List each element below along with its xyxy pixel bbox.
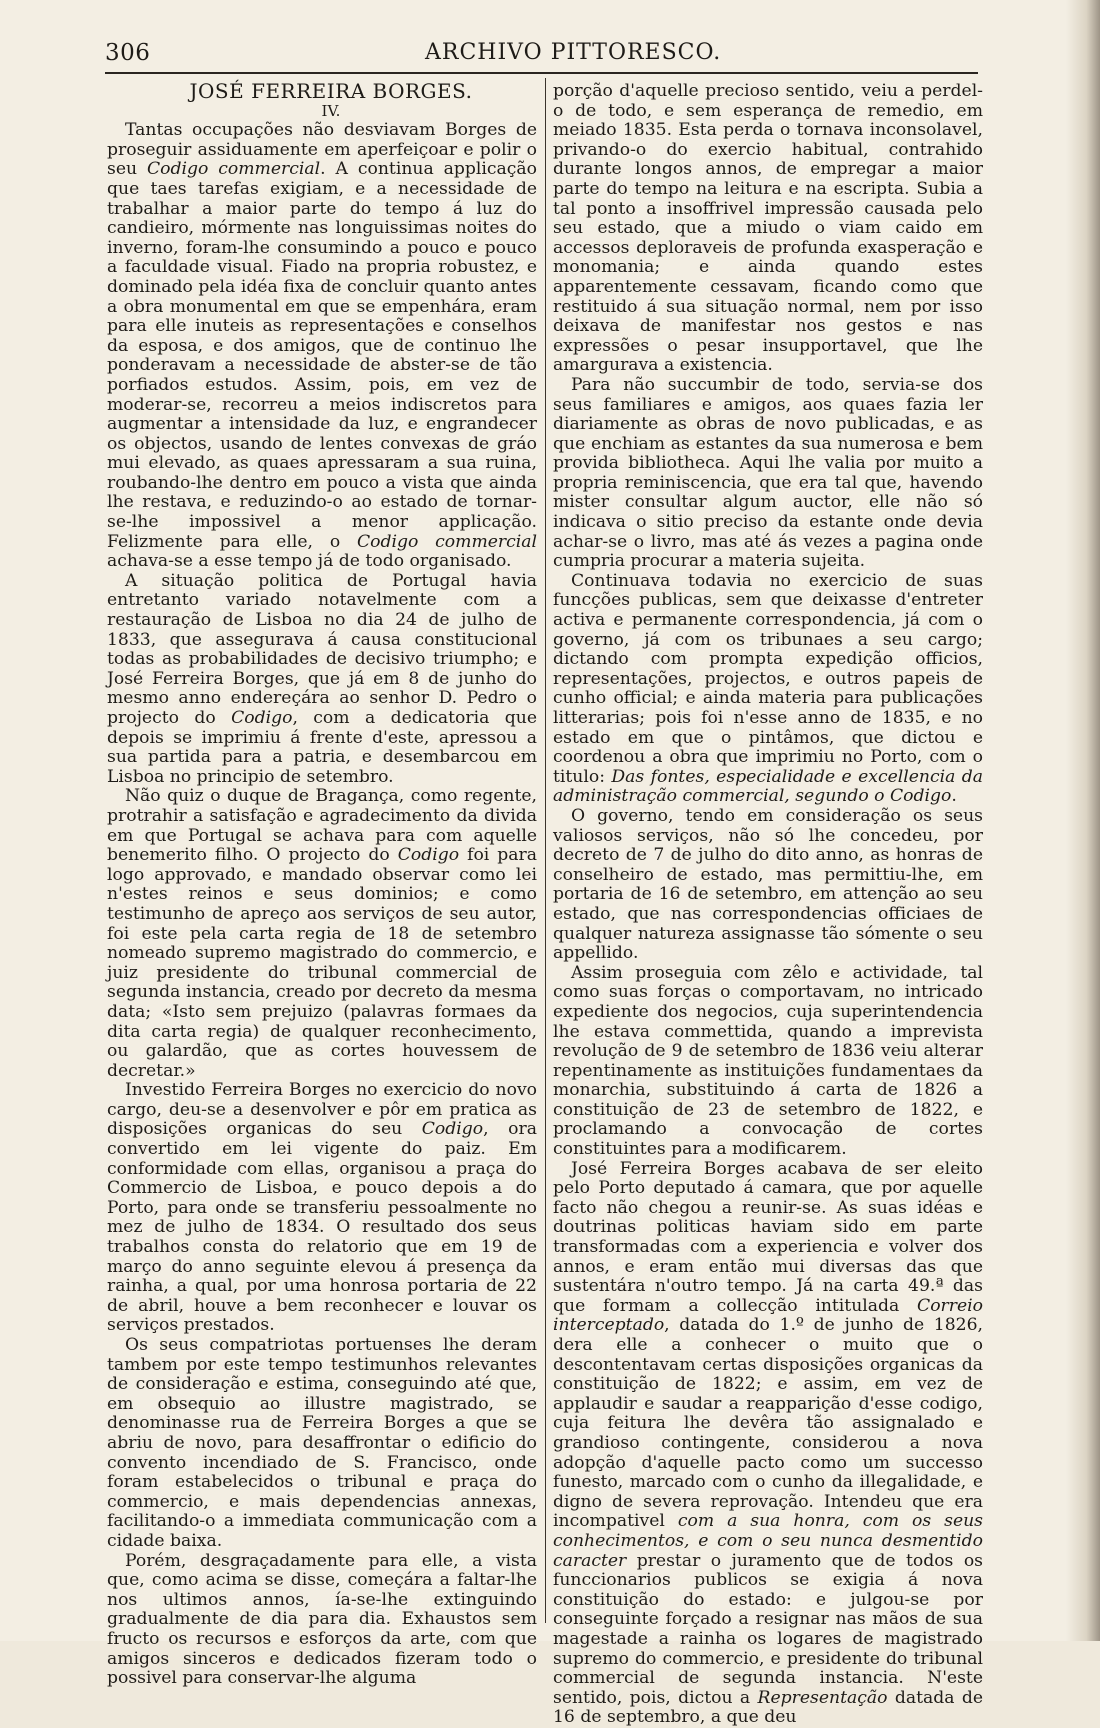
text-run: achava-se a esse tempo já de todo organisado. bbox=[107, 551, 512, 572]
italic-title: Codigo commercial bbox=[357, 531, 537, 552]
paragraph: Porém, desgraçadamente para elle, a vista que, como acima se disse, começára a faltar-lhe nos ultimos annos, ía-se-lhe extinguindo gradualmente de dia para dia. Exhaustos sem fructo os recursos e esforços da arte, com que amigos sinceros e dedicados fizeram todo o possivel para conservar-lhe alguma bbox=[107, 1550, 537, 1689]
italic-quote: com a sua honra, com os seus conhecimentos, e com o seu nunca desmentido caracter bbox=[553, 1511, 984, 1571]
text-run: , ora convertido em lei vigente do paiz. Em conformidade com ellas, organisou a praça do Commercio de Lisboa, e pouco depois a do Porto, para onde se transferiu pessoalmente no mez de julho de 1834. O resultado dos seus trabalhos consta do relatorio que em 19 de março do anno seguinte elevou á presença da rainha, a qual, por uma honrosa portaria de 22 de abril, houve a bem reconhecer e louvar os serviços prestados. bbox=[107, 1119, 537, 1336]
paragraph: Os seus compatriotas portuenses lhe deram tambem por este tempo testimunhos relevantes de consideração e estima, conseguindo até que, em obsequio ao illustre magistrado, se denominasse rua de Ferreira Borges a que se abriu de novo, para desaffrontar o edificio do convento incendiado de S. Francisco, onde foram estabelecidos o tribunal e praça do commercio, e mais dependencias annexas, facilitando-o a immediata communicação com a cidade baixa. bbox=[107, 1335, 537, 1551]
section-number: IV. bbox=[321, 101, 341, 120]
page-number: 306 bbox=[105, 40, 151, 66]
text-run: Tantas occupações não desviavam Borges de proseguir assiduamente em aperfeiçoar e polir o seu bbox=[107, 120, 537, 180]
paragraph bbox=[553, 572, 983, 807]
text-run: . A continua applicação que taes tarefas exigiam, e a necessidade de trabalhar a maior parte do tempo á luz do candieiro, mórmente nas longuissimas noites do inverno, foram-lhe consumindo a pouco e pouco a faculdade visual. Fiado na propria robustez, e dominado pela idéa fixa de concluir quanto antes a obra monumental em que se empenhára, eram para elle inuteis as representações e conselhos da esposa, e dos amigos, que de continuo lhe ponderavam a necessidade de abster-se de tão porfiados estudos. Assim, pois, em vez de moderar-se, recorreu a meios indiscretos para augmentar a intensidade da luz, e engrandecer os objectos, usando de lentes convexas de gráo mui elevado, as quaes apressaram a sua ruina, roubando-lhe dentro em pouco a vista que ainda lhe restava, e reduzindo-o ao estado de tornar-se-lhe impossivel a menor applicação. Felizmente para elle, o bbox=[107, 159, 537, 552]
text-run: Continuava todavia no exercicio de suas funcções publicas, sem que deixasse d'entreter activa e permanente correspondencia, já com o governo, já com os tribunaes a seu cargo; dictando com prompta expedição officios, representações, projectos, e outros papeis de cunho official; e ainda materia para publicações litterarias; pois foi n'esse anno de 1835, e no estado em que o pintâmos, que dictou e coordenou a obra que imprimiu no Porto, com o titulo: bbox=[553, 570, 983, 787]
text-run: foi para logo approvado, e mandado observar como lei n'estes reinos e seus dominios; e como testimunho de apreço aos serviços de seu autor, foi este pela carta regia de 18 de setembro nomeado supremo magistrado do commercio, e juiz presidente do tribunal commercial de segunda instancia, creado por decreto da mesma data; «Isto sem prejuizo (palavras formaes da dita carta regia) de qualquer reconhecimento, ou galardão, que as cortes houvessem de decretar.» bbox=[107, 845, 537, 1081]
right-column bbox=[553, 82, 983, 1728]
italic-title: Codigo bbox=[421, 1119, 484, 1140]
text-run: , datada do 1.º de junho de 1826, dera elle a conhecer o muito que o descontentavam certas disposições organicas da constituição de 1822; e assim, em vez de applaudir e saudar a reapparição d'esse codigo, cuja feitura lhe devêra tão assignalado e grandioso contingente, considerou a nova adopção d'aquelle pacto como um successo funesto, marcado com o cunho da illegalidade, e digno de severa reprovação. Intendeu que era incompativel bbox=[553, 1315, 983, 1532]
italic-title: Codigo commercial bbox=[147, 159, 321, 180]
italic-title: Codigo bbox=[231, 708, 293, 728]
text-run: Investido Ferreira Borges no exercicio do novo cargo, deu-se a desenvolver e pôr em pratica as disposições organicas do seu bbox=[107, 1080, 537, 1140]
text-run: José Ferreira Borges acabava de ser eleito pelo Porto deputado á camara, que por aquelle facto não chegou a reunir-se. As suas idéas e doutrinas politicas haviam sido em parte transformadas com a experiencia e volver dos annos, e eram então mui diversas das que sustentára n'outro tempo. Já na carta 49.ª das que formam a collecção intitulada bbox=[553, 1158, 983, 1316]
paragraph bbox=[107, 572, 537, 788]
book-spine-shadow bbox=[1066, 0, 1100, 1641]
paragraph bbox=[107, 787, 537, 1081]
text-run: Não quiz o duque de Bragança, como regente, protrahir a satisfação e agradecimento da divida em que Portugal se achava para com aquelle benemerito filho. O projecto do bbox=[107, 786, 537, 866]
paragraph bbox=[107, 1081, 537, 1336]
italic-title: Representação bbox=[757, 1687, 888, 1708]
running-title: ARCHIVO PITTORESCO. bbox=[425, 40, 722, 65]
paragraph: Para não succumbir de todo, servia-se dos seus familiares e amigos, aos quaes fazia ler diariamente as obras de novo publicadas, e as que enchiam as estantes da sua numerosa e bem provida bibliotheca. Aqui lhe valia por muito a propria reminiscencia, que era tal que, havendo mister consultar algum auctor, elle não só indicava o sitio preciso da estante onde devia achar-se o livro, mas até ás vezes a pagina onde cumpria procurar a materia sujeita. bbox=[553, 374, 983, 572]
text-run: datada de 16 de septembro, a que deu bbox=[553, 1687, 983, 1728]
paragraph: Assim proseguia com zêlo e actividade, tal como suas forças o comportavam, no intricado expediente dos negocios, cuja superintendencia lhe estava commettida, quando a imprevista revolução de 9 de setembro de 1836 veiu alterar repentinamente as instituições fundamentaes da monarchia, substituindo á carta de 1826 a constituição de 23 de setembro de 1822, e proclamando a convocação de cortes constituintes para a modificarem. bbox=[553, 962, 983, 1160]
paragraph bbox=[553, 1160, 983, 1728]
left-column bbox=[107, 79, 538, 1689]
paragraph: O governo, tendo em consideração os seus valiosos serviços, não só lhe concedeu, por decreto de 7 de julho do dito anno, as honras de conselheiro de estado, mas permittiu-lhe, em portaria de 16 de setembro, em attenção ao seu estado, que nas correspondencias officiaes de qualquer natureza assignasse tão sómente o seu appellido. bbox=[553, 805, 983, 964]
page-header bbox=[105, 40, 985, 74]
article-title: JOSÉ FERREIRA BORGES. bbox=[189, 79, 473, 103]
text-run: . bbox=[951, 786, 957, 807]
text-run: , com a dedicatoria que depois se imprimiu á frente d'este, apressou a sua partida para a patria, e desembarcou em Lisboa no principio de setembro. bbox=[107, 708, 538, 787]
italic-title: Correio interceptado bbox=[553, 1295, 983, 1336]
italic-title: Das fontes, especialidade e excellencia da administração commercial, segundo o Codigo bbox=[553, 766, 983, 807]
italic-title: Codigo bbox=[397, 845, 460, 866]
paragraph bbox=[107, 121, 537, 572]
column-divider bbox=[545, 78, 546, 1623]
paragraph-continued: porção d'aquelle precioso sentido, veiu a perdel-o de todo, e sem esperança de remedio, em meiado 1835. Esta perda o tornava inconsolavel, privando-o do exercio habitual, contrahido durante longos annos, de empregar a maior parte do tempo na leitura e na escripta. Subia a tal ponto a insoffrivel impressão causada pelo seu estado, que a miudo o viam caido em accessos deploraveis de profunda exasperação e monomania; e ainda quando estes apparentemente cessavam, ficando como que restituido á sua situação normal, nem por isso deixava de manifestar nos gestos e nas expressões o pesar insupportavel, que lhe amargurava a existencia. bbox=[553, 81, 983, 376]
text-run: prestar o juramento que de todos os funccionarios publicos se exigia á nova constituição do estado: e julgou-se por conseguinte forçado a resignar nas mãos de sua magestade a rainha os logares de magistrado supremo do commercio, e presidente do tribunal commercial de segunda instancia. N'este sentido, pois, dictou a bbox=[553, 1550, 983, 1708]
header-rule bbox=[105, 72, 978, 74]
text-run: A situação politica de Portugal havia entretanto variado notavelmente com a restauração de Lisboa no dia 24 de julho de 1833, que assegurava á causa constitucional todas as probabilidades de decisivo triumpho; e José Ferreira Borges, que já em 8 de junho do mesmo anno endereçára ao senhor D. Pedro o projecto do bbox=[107, 570, 537, 728]
